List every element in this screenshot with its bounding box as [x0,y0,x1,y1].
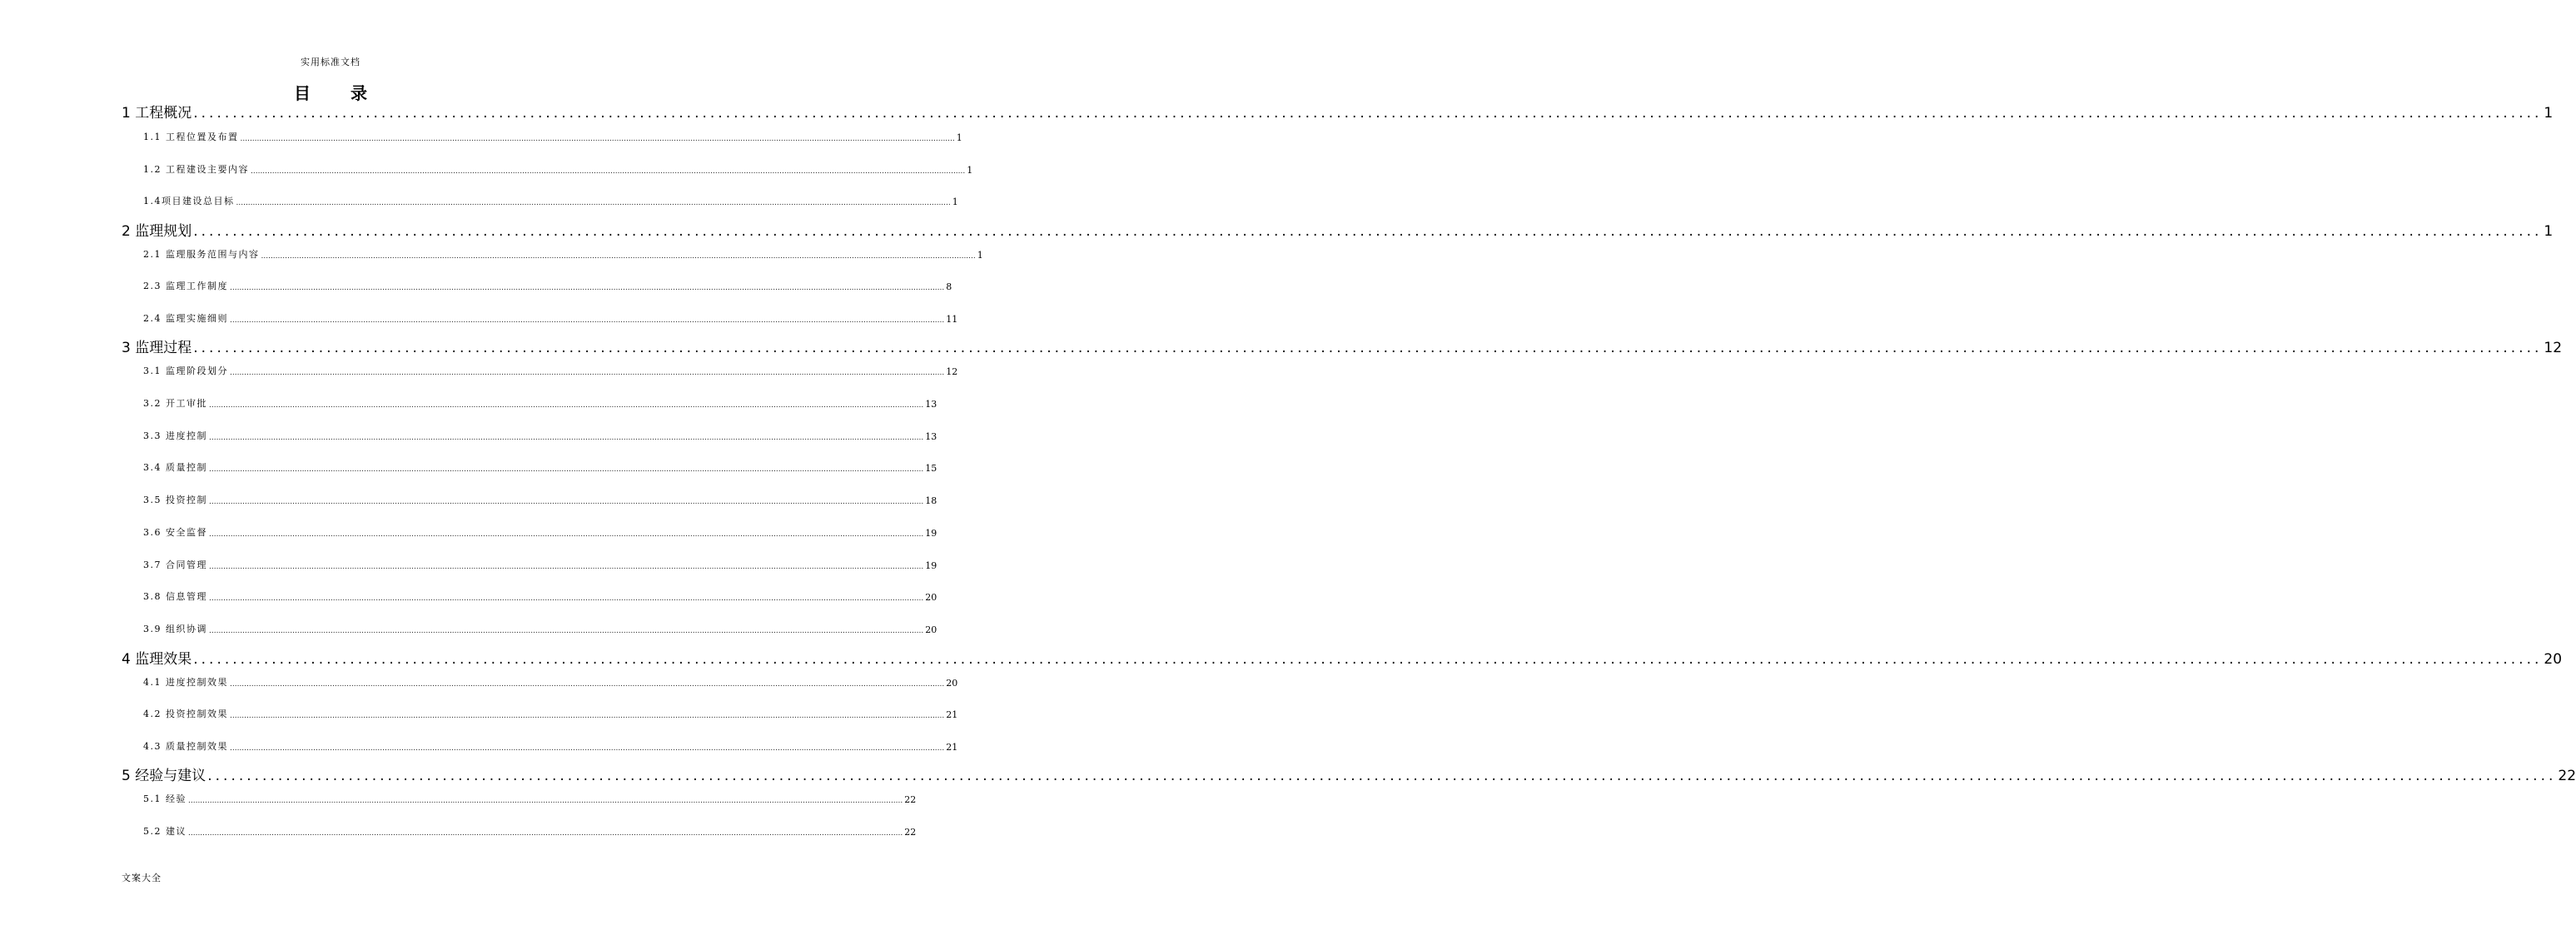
toc-section-entry[interactable] [143,493,937,506]
toc-dot-leader: ............................................................................................................................................................................................................................................................................................................ [240,135,955,143]
toc-entry-page: 21 [946,709,958,720]
toc-dot-leader: ............................................................................................................................................................................................................................................................................................................ [193,105,2543,122]
toc-dot-leader: ............................................................................................................................................................................................................................................................................................................ [209,465,924,474]
toc-section-entry[interactable] [143,130,962,143]
toc-entry-page: 19 [925,528,937,539]
toc-dot-leader: ............................................................................................................................................................................................................................................................................................................ [209,434,924,442]
toc-entry-page: 12 [946,366,958,377]
toc-dot-leader: ............................................................................................................................................................................................................................................................................................................ [193,651,2543,668]
toc-section-entry[interactable] [143,792,917,805]
toc-dot-leader: ............................................................................................................................................................................................................................................................................................................ [230,744,945,753]
toc-title-char-1: 目 [294,83,311,103]
toc-entry-page: 1 [956,132,962,143]
toc-dot-leader: ............................................................................................................................................................................................................................................................................................................ [193,340,2543,356]
toc-section-entry[interactable] [143,589,937,603]
toc-entry-label: 2.3 监理工作制度 [143,281,228,291]
toc-section-entry[interactable] [143,558,937,571]
toc-dot-leader: ............................................................................................................................................................................................................................................................................................................ [261,252,976,261]
toc-section-entry[interactable] [143,364,958,377]
toc-entry-page: 20 [946,678,958,689]
toc-section-entry[interactable] [143,311,958,325]
toc-section-entry[interactable] [143,739,958,753]
toc-entry-label: 3.9 组织协调 [143,624,207,634]
toc-entry-label: 4 监理效果 [122,651,192,668]
toc-entry-label: 2 监理规划 [122,223,192,240]
toc-entry-page: 13 [925,431,937,442]
toc-entry-label: 1.4项目建设总目标 [143,196,235,206]
toc-entry-page: 22 [904,794,917,805]
toc-entry-label: 3.4 质量控制 [143,462,207,473]
toc-entry-page: 21 [946,742,958,753]
toc-section-entry[interactable] [143,162,973,176]
toc-entry-page: 19 [925,560,937,571]
toc-dot-leader: ............................................................................................................................................................................................................................................................................................................ [209,401,924,410]
toc-section-entry[interactable] [143,429,937,442]
toc-dot-leader: ............................................................................................................................................................................................................................................................................................................ [207,768,2557,784]
toc-entry-page: 11 [946,314,958,325]
toc-entry-label: 3.3 进度控制 [143,430,207,441]
toc-entry-label: 3.7 合同管理 [143,560,207,570]
toc-dot-leader: ............................................................................................................................................................................................................................................................................................................ [230,284,945,292]
toc-entry-page: 1 [2544,223,2554,240]
toc-section-entry[interactable] [143,525,937,539]
toc-entry-label: 1.2 工程建设主要内容 [143,164,249,175]
toc-entry-label: 3.5 投资控制 [143,495,207,505]
toc-entry-label: 3.2 开工审批 [143,398,207,409]
toc-section-entry[interactable] [143,194,958,207]
toc-section-entry[interactable] [143,675,958,689]
toc-entry-label: 1 工程概况 [122,105,192,122]
toc-dot-leader: ............................................................................................................................................................................................................................................................................................................ [188,797,903,805]
toc-section-entry[interactable] [143,460,937,474]
toc-entry-label: 4.3 质量控制效果 [143,741,228,752]
toc-entry-label: 5.1 经验 [143,793,186,804]
toc-entry-page: 22 [904,827,917,838]
toc-dot-leader: ............................................................................................................................................................................................................................................................................................................ [251,167,966,176]
toc-section-entry[interactable] [143,396,937,410]
toc-entry-label: 5.2 建议 [143,826,186,837]
toc-entry-page: 1 [977,250,983,261]
toc-entry-label: 2.4 监理实施细则 [143,313,228,324]
toc-dot-leader: ............................................................................................................................................................................................................................................................................................................ [230,680,945,689]
toc-section-entry[interactable] [143,279,952,292]
toc-chapter-entry[interactable] [122,647,2563,668]
toc-entry-page: 1 [2544,105,2554,122]
toc-entry-label: 2.1 监理服务范围与内容 [143,249,260,260]
toc-dot-leader: ............................................................................................................................................................................................................................................................................................................ [236,199,951,207]
toc-entry-page: 1 [952,196,958,207]
toc-entry-label: 3.6 安全监督 [143,527,207,538]
page-footer: 文案大全 [122,873,162,883]
toc-entry-label: 4.1 进度控制效果 [143,677,228,688]
toc-entry-label: 3.1 监理阶段划分 [143,366,228,376]
toc-entry-label: 1.1 工程位置及布置 [143,132,239,142]
toc-entry-page: 8 [946,281,952,292]
toc-chapter-entry[interactable] [122,101,2554,122]
toc-entry-label: 5 经验与建议 [122,768,206,784]
toc-chapter-entry[interactable] [122,219,2554,240]
toc-chapter-entry[interactable] [122,336,2563,356]
toc-dot-leader: ............................................................................................................................................................................................................................................................................................................ [209,563,924,571]
toc-chapter-entry[interactable] [122,763,2576,784]
toc-entry-page: 20 [925,624,937,635]
toc-entry-page: 13 [925,399,937,410]
toc-title-char-2: 录 [351,83,367,103]
toc-dot-leader: ............................................................................................................................................................................................................................................................................................................ [230,712,945,720]
page-header: 实用标准文档 [301,57,361,67]
toc-entry-label: 4.2 投资控制效果 [143,709,228,719]
toc-dot-leader: ............................................................................................................................................................................................................................................................................................................ [230,369,945,377]
toc-entry-page: 22 [2558,768,2576,784]
toc-entry-page: 20 [2544,651,2563,668]
toc-dot-leader: ............................................................................................................................................................................................................................................................................................................ [209,530,924,539]
toc-section-entry[interactable] [143,707,958,720]
toc-entry-page: 15 [925,463,937,474]
toc-dot-leader: ............................................................................................................................................................................................................................................................................................................ [188,829,903,838]
toc-entry-page: 18 [925,495,937,506]
toc-entry-page: 20 [925,592,937,603]
toc-entry-label: 3 监理过程 [122,340,192,356]
toc-dot-leader: ............................................................................................................................................................................................................................................................................................................ [209,498,924,506]
toc-dot-leader: ............................................................................................................................................................................................................................................................................................................ [230,316,945,325]
toc-section-entry[interactable] [143,824,917,838]
toc-section-entry[interactable] [143,247,983,261]
toc-entry-label: 3.8 信息管理 [143,591,207,602]
toc-dot-leader: ............................................................................................................................................................................................................................................................................................................ [209,627,924,635]
toc-section-entry[interactable] [143,622,937,635]
toc-dot-leader: ............................................................................................................................................................................................................................................................................................................ [193,223,2543,240]
toc-entry-page: 1 [967,165,973,176]
toc-dot-leader: ............................................................................................................................................................................................................................................................................................................ [209,594,924,603]
toc-entry-page: 12 [2544,340,2563,356]
